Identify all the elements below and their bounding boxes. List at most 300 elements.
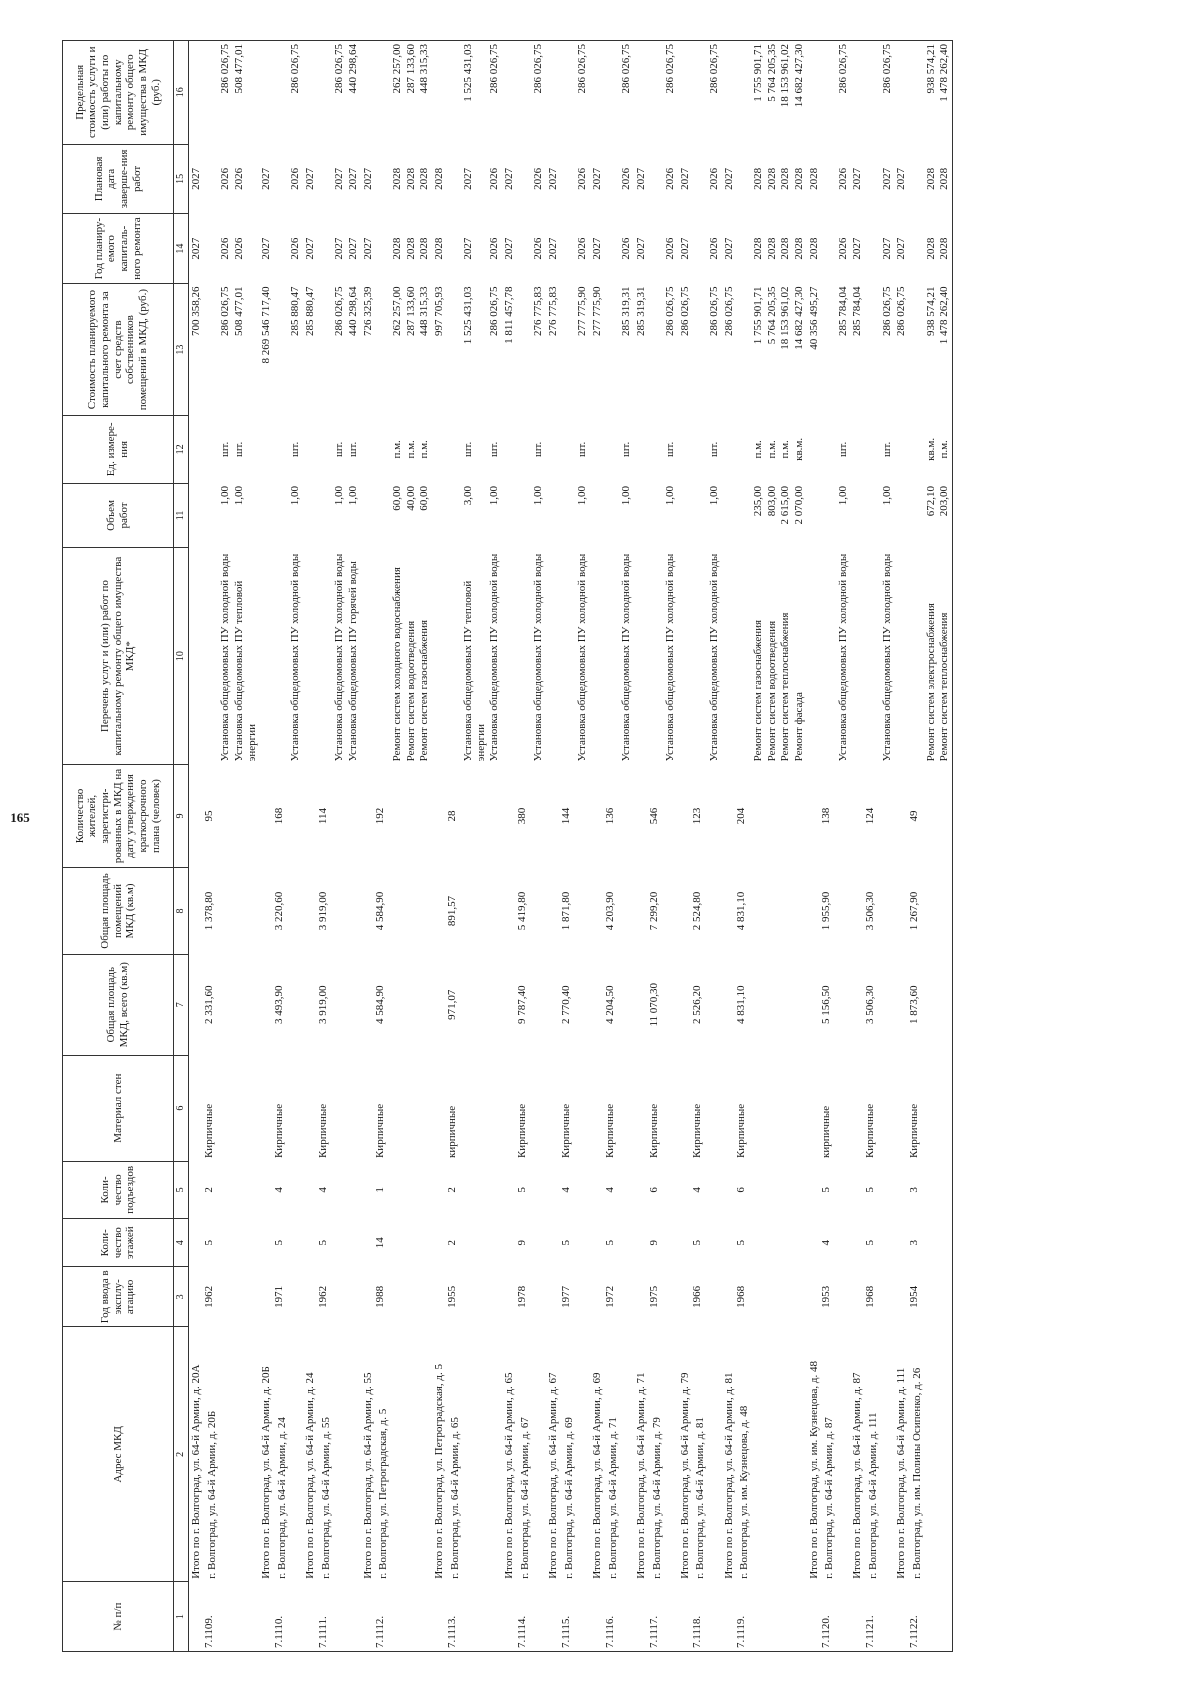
floors-count-cell (189, 1219, 203, 1267)
premises-area-cell: 1 871,80 (559, 891, 572, 931)
house-row (864, 41, 881, 1652)
residents-count-cell: 168 (272, 807, 285, 825)
repair-cost-cell: 285 880,47 (304, 286, 317, 336)
floors-count-cell: 3 (908, 1240, 921, 1246)
work-volume-cell (722, 483, 736, 548)
row-number-cell: 7.1117. (648, 1582, 665, 1652)
planned-year-cell: 2027 (190, 237, 202, 260)
work-row (881, 41, 895, 1652)
work-volume-cell (894, 483, 908, 548)
work-description-cell: Ремонт систем холодного водоснабжения (390, 567, 403, 762)
repair-cost-cell: 286 026,75 (488, 286, 501, 336)
year-built-cell (793, 1267, 807, 1327)
residents-count-cell: 28 (445, 810, 458, 822)
total-area-cell: 4 831,10 (735, 985, 748, 1024)
address-cell: Итого по г. Волгоград, ул. Петроградская, д. 5 (432, 1364, 445, 1579)
completion-date-cell (317, 144, 334, 214)
cost-limit-cell: 14 682 427,30 (793, 41, 807, 145)
unit-cell (722, 416, 736, 483)
floors-count-cell: 5 (735, 1240, 748, 1246)
year-built-cell (634, 1267, 648, 1327)
column-header-7: Общая площадь МКД, всего (кв.м) (63, 954, 174, 1055)
wall-material-cell: Кирпичные (272, 1103, 285, 1159)
work-volume-cell: 1,00 (488, 486, 501, 506)
cost-limit-cell (259, 41, 273, 145)
total-area-cell (793, 954, 807, 1055)
premises-area-cell (807, 868, 821, 955)
completion-date-cell: 2028 (779, 167, 792, 190)
total-row (546, 41, 560, 1652)
completion-date-cell: 2026 (836, 167, 849, 190)
completion-date-cell: 2027 (462, 167, 475, 190)
column-number-row (174, 41, 189, 1652)
work-description-cell: Ремонт систем теплоснабжения (779, 612, 792, 762)
cost-limit-cell: 286 026,75 (532, 41, 546, 145)
year-built-cell: 1953 (820, 1285, 833, 1308)
wall-material-cell (259, 1055, 273, 1161)
floors-count-cell (502, 1219, 516, 1267)
repair-cost-cell: 286 026,75 (880, 286, 893, 336)
row-number-cell (333, 1582, 347, 1652)
floors-count-cell (850, 1219, 864, 1267)
work-volume-cell (908, 483, 925, 548)
residents-count-cell (590, 764, 604, 867)
total-area-cell (532, 954, 546, 1055)
unit-cell (303, 416, 317, 483)
work-volume-cell: 60,00 (418, 486, 431, 511)
work-row (391, 41, 405, 1652)
wall-material-cell (752, 1055, 766, 1161)
floors-count-cell (361, 1219, 375, 1267)
row-number-cell (432, 1582, 446, 1652)
entrances-count-cell: 2 (202, 1187, 215, 1193)
unit-cell: шт. (708, 441, 721, 457)
cost-limit-cell: 286 026,75 (620, 41, 634, 145)
table-header-row (63, 41, 174, 1652)
total-area-cell (333, 954, 347, 1055)
repair-cost-cell: 700 358,26 (190, 286, 202, 336)
entrances-count-cell (219, 1161, 233, 1219)
year-built-cell (347, 1267, 361, 1327)
total-area-cell (678, 954, 692, 1055)
work-description-cell (590, 548, 604, 764)
planned-year-cell: 2028 (924, 237, 937, 260)
work-description-cell (678, 548, 692, 764)
cost-limit-cell (820, 41, 837, 145)
address-cell (779, 1327, 793, 1582)
premises-area-cell (405, 868, 419, 955)
address-cell: г. Волгоград, ул. 64-й Армии, д. 111 (867, 1412, 880, 1579)
residents-count-cell (432, 764, 446, 867)
work-row (708, 41, 722, 1652)
work-volume-cell (374, 483, 391, 548)
repair-cost-cell: 1 755 901,71 (751, 286, 764, 345)
row-number-cell: 7.1109. (203, 1582, 220, 1652)
cost-limit-cell (604, 41, 621, 145)
column-number-3: 3 (174, 1267, 189, 1327)
address-cell: Итого по г. Волгоград, ул. 64-й Армии, д. 65 (503, 1372, 516, 1579)
work-volume-cell (446, 483, 463, 548)
entrances-count-cell (722, 1161, 736, 1219)
premises-area-cell: 2 524,80 (691, 891, 704, 931)
unit-cell: шт. (620, 441, 633, 457)
residents-count-cell: 138 (820, 807, 833, 825)
residents-count-cell (219, 764, 233, 867)
completion-date-cell (604, 144, 621, 214)
completion-date-cell: 2026 (289, 167, 302, 190)
column-number-4: 4 (174, 1219, 189, 1267)
residents-count-cell: 124 (864, 807, 877, 825)
floors-count-cell (664, 1219, 678, 1267)
planned-year-cell (446, 214, 463, 284)
total-row (432, 41, 446, 1652)
work-volume-cell (735, 483, 752, 548)
wall-material-cell (333, 1055, 347, 1161)
unit-cell (850, 416, 864, 483)
work-description-cell (648, 548, 665, 764)
wall-material-cell (664, 1055, 678, 1161)
house-row (691, 41, 708, 1652)
work-volume-cell: 60,00 (390, 486, 403, 511)
residents-count-cell: 114 (316, 807, 329, 825)
work-row (418, 41, 432, 1652)
total-area-cell (418, 954, 432, 1055)
entrances-count-cell: 6 (735, 1187, 748, 1193)
entrances-count-cell (361, 1161, 375, 1219)
floors-count-cell (766, 1219, 780, 1267)
unit-cell (203, 416, 220, 483)
column-header-9: Количество жителей, зарегистри-рованных в МКД на дату утверждения краткосрочного плана (человек) (63, 764, 174, 867)
completion-date-cell (560, 144, 577, 214)
work-row (664, 41, 678, 1652)
entrances-count-cell (289, 1161, 303, 1219)
house-row (820, 41, 837, 1652)
wall-material-cell (779, 1055, 793, 1161)
work-description-cell: Установка общедомовых ПУ горячей воды (347, 561, 360, 762)
entrances-count-cell (576, 1161, 590, 1219)
work-description-cell: Установка общедомовых ПУ холодной воды (532, 553, 545, 762)
floors-count-cell: 5 (691, 1240, 704, 1246)
cost-limit-cell: 262 257,00 (391, 41, 405, 145)
entrances-count-cell: 2 (445, 1187, 458, 1193)
cost-limit-cell: 18 153 961,02 (779, 41, 793, 145)
floors-count-cell (391, 1219, 405, 1267)
cost-limit-cell: 1 478 262,40 (938, 41, 952, 145)
unit-cell: шт. (880, 441, 893, 457)
cost-limit-cell (432, 41, 446, 145)
cost-limit-cell (807, 41, 821, 145)
cost-limit-cell (546, 41, 560, 145)
row-number-cell: 7.1116. (604, 1582, 621, 1652)
wall-material-cell: кирпичные (445, 1105, 458, 1159)
row-number-cell (361, 1582, 375, 1652)
floors-count-cell (881, 1219, 895, 1267)
floors-count-cell (233, 1219, 259, 1267)
completion-date-cell: 2028 (807, 167, 820, 190)
residents-count-cell (289, 764, 303, 867)
total-area-cell (620, 954, 634, 1055)
work-description-cell: Ремонт систем водоотведения (765, 620, 778, 762)
premises-area-cell: 4 203,90 (603, 891, 616, 931)
work-row (938, 41, 952, 1652)
premises-area-cell (391, 868, 405, 955)
completion-date-cell: 2027 (347, 167, 360, 190)
year-built-cell (502, 1267, 516, 1327)
work-description-cell (189, 548, 203, 764)
residents-count-cell (722, 764, 736, 867)
year-built-cell (807, 1267, 821, 1327)
year-built-cell (766, 1267, 780, 1327)
total-row (850, 41, 864, 1652)
total-area-cell: 3 919,00 (316, 985, 329, 1024)
wall-material-cell (837, 1055, 851, 1161)
unit-cell: шт. (219, 441, 232, 457)
cost-limit-cell (303, 41, 317, 145)
year-built-cell (532, 1267, 546, 1327)
row-number-cell (807, 1582, 821, 1652)
premises-area-cell (488, 868, 502, 955)
row-number-cell (938, 1582, 952, 1652)
total-area-cell (779, 954, 793, 1055)
wall-material-cell (432, 1055, 446, 1161)
unit-cell (189, 416, 203, 483)
entrances-count-cell (432, 1161, 446, 1219)
column-number-7: 7 (174, 954, 189, 1055)
residents-count-cell (488, 764, 502, 867)
work-description-cell (807, 548, 821, 764)
unit-cell (691, 416, 708, 483)
wall-material-cell (502, 1055, 516, 1161)
residents-count-cell (361, 764, 375, 867)
year-built-cell (722, 1267, 736, 1327)
premises-area-cell: 891,57 (445, 895, 458, 927)
year-built-cell: 1968 (735, 1285, 748, 1308)
work-volume-cell (432, 483, 446, 548)
work-description-cell (446, 548, 463, 764)
year-built-cell: 1966 (691, 1285, 704, 1308)
floors-count-cell (590, 1219, 604, 1267)
completion-date-cell: 2028 (938, 144, 952, 214)
total-area-cell: 3 493,90 (272, 985, 285, 1024)
column-number-12: 12 (174, 416, 189, 483)
residents-count-cell (779, 764, 793, 867)
total-area-cell (766, 954, 780, 1055)
repair-cost-cell: 286 026,75 (678, 286, 691, 336)
address-cell: Итого по г. Волгоград, ул. 64-й Армии, д. 20А (190, 1364, 202, 1579)
wall-material-cell: Кирпичные (908, 1103, 921, 1159)
total-area-cell (347, 954, 361, 1055)
planned-year-cell: 2026 (289, 237, 302, 260)
residents-count-cell: 192 (374, 807, 387, 825)
unit-cell (807, 416, 821, 483)
planned-year-cell: 2026 (232, 237, 245, 260)
residents-count-cell: 95 (202, 810, 215, 822)
planned-year-cell: 2028 (751, 237, 764, 260)
total-row (722, 41, 736, 1652)
repair-cost-cell: 277 775,90 (576, 286, 589, 336)
entrances-count-cell (546, 1161, 560, 1219)
wall-material-cell (620, 1055, 634, 1161)
work-row (766, 41, 780, 1652)
work-volume-cell (604, 483, 621, 548)
wall-material-cell: Кирпичные (735, 1103, 748, 1159)
entrances-count-cell (708, 1161, 722, 1219)
cost-limit-cell: 938 574,21 (925, 41, 939, 145)
work-volume-cell (820, 483, 837, 548)
column-header-15: Плановая дата заверше-ния работ (63, 144, 174, 214)
wall-material-cell: Кирпичные (864, 1103, 877, 1159)
repair-cost-cell: 440 298,64 (347, 286, 360, 336)
entrances-count-cell (502, 1161, 516, 1219)
repair-cost-cell: 285 784,04 (851, 286, 864, 336)
cost-limit-cell: 286 026,75 (837, 41, 851, 145)
year-built-cell: 1962 (202, 1285, 215, 1308)
house-row (273, 41, 290, 1652)
total-area-cell: 971,07 (445, 989, 458, 1020)
wall-material-cell (462, 1055, 488, 1161)
residents-count-cell (881, 764, 895, 867)
work-description-cell (432, 548, 446, 764)
total-area-cell (590, 954, 604, 1055)
column-header-4: Коли-чество этажей (63, 1219, 174, 1267)
row-number-cell (766, 1582, 780, 1652)
unit-cell: п.м. (390, 440, 403, 459)
total-row (894, 41, 908, 1652)
table-body (189, 41, 953, 1652)
wall-material-cell (766, 1055, 780, 1161)
work-volume-cell: 1,00 (708, 486, 721, 506)
premises-area-cell (881, 868, 895, 955)
total-area-cell (289, 954, 303, 1055)
work-volume-cell (807, 483, 821, 548)
premises-area-cell (938, 868, 952, 955)
row-number-cell (708, 1582, 722, 1652)
house-row (560, 41, 577, 1652)
total-area-cell: 3 506,30 (864, 985, 877, 1024)
work-volume-cell: 1,00 (836, 486, 849, 506)
total-area-cell: 4 204,50 (603, 985, 616, 1024)
unit-cell: п.м. (765, 440, 778, 459)
floors-count-cell: 9 (515, 1240, 528, 1246)
cost-limit-cell (374, 41, 391, 145)
work-description-cell (908, 548, 925, 764)
work-volume-cell: 2 070,00 (792, 486, 805, 525)
floors-count-cell (925, 1219, 939, 1267)
year-built-cell (664, 1267, 678, 1327)
completion-date-cell (648, 144, 665, 214)
floors-count-cell (807, 1219, 821, 1267)
entrances-count-cell (418, 1161, 432, 1219)
total-area-cell (722, 954, 736, 1055)
residents-count-cell (664, 764, 678, 867)
column-number-8: 8 (174, 868, 189, 955)
work-volume-cell (850, 483, 864, 548)
house-row (908, 41, 925, 1652)
wall-material-cell (793, 1055, 807, 1161)
wall-material-cell: кирпичные (820, 1105, 833, 1159)
premises-area-cell (432, 868, 446, 955)
row-number-cell (752, 1582, 766, 1652)
wall-material-cell: Кирпичные (374, 1103, 387, 1159)
residents-count-cell (532, 764, 546, 867)
unit-cell: шт. (333, 441, 346, 457)
planned-year-cell: 2026 (664, 237, 677, 260)
total-area-cell (546, 954, 560, 1055)
floors-count-cell: 5 (316, 1240, 329, 1246)
cost-limit-cell: 508 477,01 (233, 41, 259, 145)
wall-material-cell: Кирпичные (515, 1103, 528, 1159)
planned-year-cell: 2028 (390, 237, 403, 260)
work-volume-cell (502, 483, 516, 548)
column-header-1: № п/п (63, 1582, 174, 1652)
work-volume-cell (317, 483, 334, 548)
work-volume-cell (560, 483, 577, 548)
floors-count-cell (634, 1219, 648, 1267)
unit-cell: п.м. (418, 440, 431, 459)
work-row (837, 41, 851, 1652)
column-header-11: Объем работ (63, 483, 174, 548)
year-built-cell (938, 1267, 952, 1327)
floors-count-cell: 5 (272, 1240, 285, 1246)
completion-date-cell: 2026 (219, 167, 232, 190)
wall-material-cell (576, 1055, 590, 1161)
work-description-cell: Ремонт систем водоотведения (404, 620, 417, 762)
entrances-count-cell (894, 1161, 908, 1219)
planned-year-cell: 2027 (361, 237, 374, 260)
year-built-cell: 1971 (272, 1285, 285, 1308)
unit-cell: шт. (347, 441, 360, 457)
completion-date-cell (374, 144, 391, 214)
column-header-14: Год планиру-емого капиталь-ного ремонта (63, 214, 174, 284)
cost-limit-cell: 1 525 431,03 (462, 41, 488, 145)
entrances-count-cell (233, 1161, 259, 1219)
premises-area-cell: 4 831,10 (735, 891, 748, 931)
completion-date-cell: 2027 (851, 167, 864, 190)
year-built-cell: 1968 (864, 1285, 877, 1308)
cost-limit-cell (908, 41, 925, 145)
premises-area-cell (708, 868, 722, 955)
repair-cost-cell: 1 811 457,78 (503, 286, 516, 344)
address-cell: Итого по г. Волгоград, ул. 64-й Армии, д. 69 (590, 1372, 603, 1579)
work-row (405, 41, 419, 1652)
completion-date-cell: 2027 (260, 167, 273, 190)
year-built-cell: 1962 (316, 1285, 329, 1308)
total-area-cell (405, 954, 419, 1055)
work-description-cell (303, 548, 317, 764)
row-number-cell (502, 1582, 516, 1652)
row-number-cell: 7.1118. (691, 1582, 708, 1652)
total-area-cell (361, 954, 375, 1055)
row-number-cell: 7.1121. (864, 1582, 881, 1652)
unit-cell: шт. (488, 441, 501, 457)
wall-material-cell (347, 1055, 361, 1161)
completion-date-cell: 2028 (432, 167, 445, 190)
cost-limit-cell (560, 41, 577, 145)
premises-area-cell (347, 868, 361, 955)
work-description-cell (894, 548, 908, 764)
cost-limit-cell (850, 41, 864, 145)
floors-count-cell (722, 1219, 736, 1267)
year-built-cell (462, 1267, 488, 1327)
planned-year-cell (560, 214, 577, 284)
entrances-count-cell: 1 (374, 1187, 387, 1193)
unit-cell (446, 416, 463, 483)
repair-cost-cell: 1 525 431,03 (462, 286, 475, 345)
cost-limit-cell: 5 764 205,35 (766, 41, 780, 145)
repair-cost-cell: 726 325,39 (361, 286, 374, 336)
total-area-cell (837, 954, 851, 1055)
planned-year-cell (820, 214, 837, 284)
